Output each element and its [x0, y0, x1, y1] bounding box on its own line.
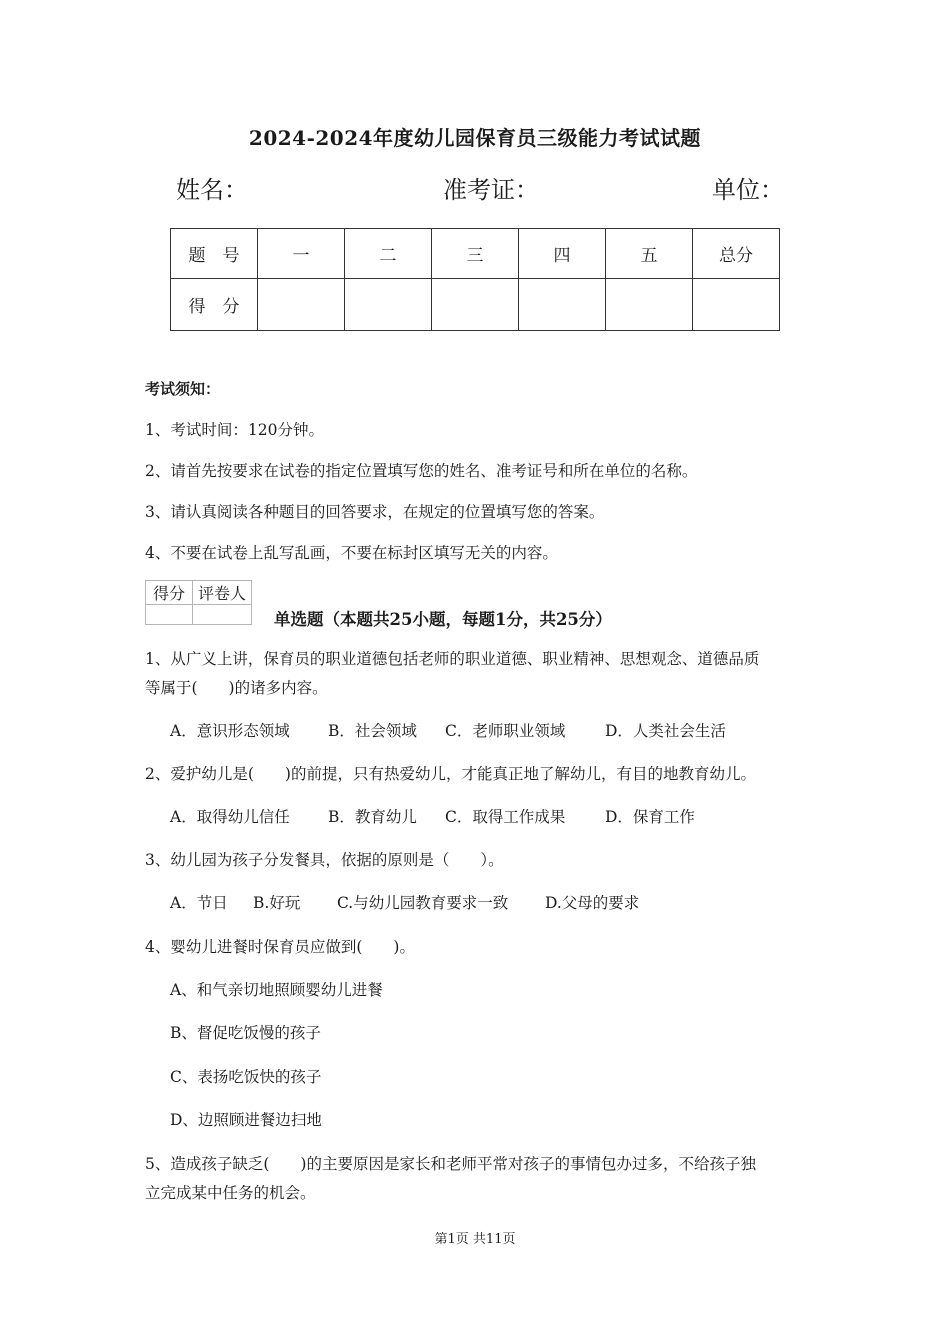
grader-name-cell[interactable]	[193, 605, 252, 625]
question-3-stem-line-1: 3、幼儿园为孩子分发餐具，依据的原则是（ ）。	[145, 851, 504, 869]
question-5-stem-line-2: 立完成某中任务的机会。	[145, 1184, 316, 1202]
question-3-option-b[interactable]: B.好玩	[253, 894, 301, 912]
section-title: 单选题（本题共25小题，每题1分，共25分）	[274, 610, 612, 629]
score-row-label: 得 分	[171, 279, 258, 331]
score-table	[170, 228, 780, 331]
question-2-option-d[interactable]: D．保育工作	[605, 808, 695, 826]
notice-title: 考试须知：	[145, 380, 221, 398]
notice-item-2: 2、请首先按要求在试卷的指定位置填写您的姓名、准考证号和所在单位的名称。	[145, 462, 698, 480]
question-1-option-a[interactable]: A．意识形态领域	[170, 722, 290, 740]
score-cell-4[interactable]	[519, 279, 606, 331]
score-cell-3[interactable]	[432, 279, 519, 331]
question-4-option-d[interactable]: D、边照顾进餐边扫地	[170, 1111, 322, 1129]
header-cell-5: 五	[606, 229, 693, 279]
question-4-option-b[interactable]: B、督促吃饭慢的孩子	[170, 1024, 321, 1042]
question-2-option-b[interactable]: B．教育幼儿	[328, 808, 417, 826]
question-1-stem-line-2: 等属于( )的诸多内容。	[145, 679, 328, 697]
unit-label: 单位：	[712, 176, 784, 204]
question-3-option-d[interactable]: D.父母的要求	[545, 894, 640, 912]
question-4-option-c[interactable]: C、表扬吃饭快的孩子	[170, 1068, 322, 1086]
question-1-option-c[interactable]: C．老师职业领域	[445, 722, 566, 740]
header-cell-4: 四	[519, 229, 606, 279]
question-5-stem-line-1: 5、造成孩子缺乏( )的主要原因是家长和老师平常对孩子的事情包办过多，不给孩子独	[145, 1155, 756, 1173]
score-table-header-row	[171, 229, 780, 279]
notice-item-3: 3、请认真阅读各种题目的回答要求，在规定的位置填写您的答案。	[145, 503, 605, 521]
question-2-option-a[interactable]: A．取得幼儿信任	[170, 808, 290, 826]
page-title: 2024-2024年度幼儿园保育员三级能力考试试题	[248, 126, 702, 150]
score-cell-1[interactable]	[258, 279, 345, 331]
notice-item-1: 1、考试时间：120分钟。	[145, 421, 324, 439]
question-2-stem-line-1: 2、爱护幼儿是( )的前提，只有热爱幼儿，才能真正地了解幼儿，有目的地教育幼儿。	[145, 765, 756, 783]
notice-item-4: 4、不要在试卷上乱写乱画，不要在标封区填写无关的内容。	[145, 544, 558, 562]
question-3-option-c[interactable]: C.与幼儿园教育要求一致	[337, 894, 509, 912]
question-2-option-c[interactable]: C．取得工作成果	[445, 808, 566, 826]
name-label: 姓名：	[176, 176, 248, 204]
question-4-stem-line-1: 4、婴幼儿进餐时保育员应做到( )。	[145, 938, 415, 956]
score-cell-5[interactable]	[606, 279, 693, 331]
header-cell-1: 一	[258, 229, 345, 279]
header-cell-3: 三	[432, 229, 519, 279]
question-1-option-b[interactable]: B．社会领域	[328, 722, 417, 740]
score-table-score-row	[171, 279, 780, 331]
exam-number-label: 准考证：	[443, 176, 539, 204]
grader-box	[145, 580, 252, 625]
header-cell-2: 二	[345, 229, 432, 279]
score-cell-total[interactable]	[693, 279, 780, 331]
page-footer: 第1页 共11页	[434, 1232, 516, 1247]
grader-score-label: 得分	[146, 581, 193, 605]
header-cell-total: 总分	[693, 229, 780, 279]
question-4-option-a[interactable]: A、和气亲切地照顾婴幼儿进餐	[170, 981, 383, 999]
question-1-option-d[interactable]: D．人类社会生活	[605, 722, 726, 740]
grader-name-label: 评卷人	[193, 581, 252, 605]
header-cell-label: 题 号	[171, 229, 258, 279]
grader-score-cell[interactable]	[146, 605, 193, 625]
question-1-stem-line-1: 1、从广义上讲，保育员的职业道德包括老师的职业道德、职业精神、思想观念、道德品质	[145, 650, 760, 668]
question-3-option-a[interactable]: A．节日	[170, 894, 228, 912]
score-cell-2[interactable]	[345, 279, 432, 331]
